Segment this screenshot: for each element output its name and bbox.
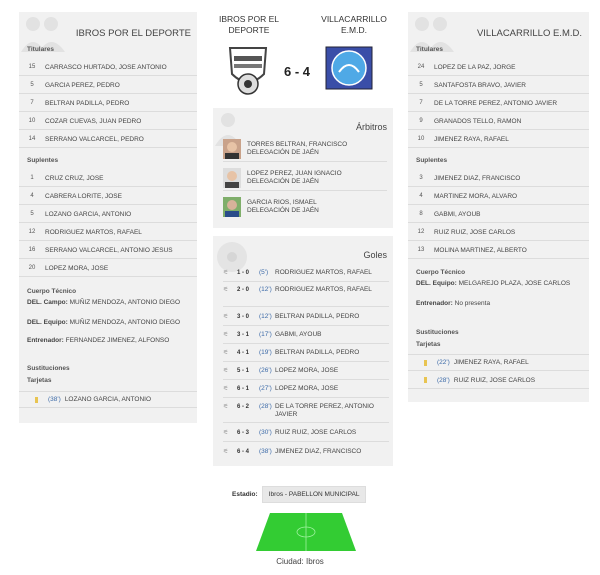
player-number: 20 [28, 265, 36, 271]
player-row[interactable] [19, 170, 197, 187]
player-name: MOLINA MARTINEZ, ALBERTO [434, 246, 527, 254]
player-number: 7 [419, 100, 423, 106]
goal-row[interactable]: ⚟ 6 - 2 (28') DE LA TORRE PEREZ, ANTONIO JAVIER [223, 399, 389, 423]
staff-equipo: DEL. Equipo: MELGAREJO PLAZA, JOSE CARLOS [416, 280, 571, 287]
player-row[interactable] [19, 242, 197, 259]
goal-icon: ⚟ [223, 368, 229, 374]
player-name: LOZANO GARCIA, ANTONIO [45, 210, 132, 218]
referee-row[interactable] [223, 136, 387, 162]
card-player: LOZANO GARCIA, ANTONIO [64, 396, 152, 403]
goal-row[interactable]: ⚟ 6 - 4 (38') JIMENEZ DIAZ, FRANCISCO [223, 448, 362, 455]
player-number: 5 [419, 82, 423, 88]
referees-panel [213, 108, 393, 228]
player-row[interactable] [19, 260, 197, 277]
player-row[interactable] [19, 188, 197, 205]
player-name: LOPEZ DE LA PAZ, JORGE [434, 63, 516, 71]
referee-photo-icon [223, 197, 241, 217]
goals-title: Goles [363, 250, 387, 260]
stadium-label: Estadio: [232, 491, 258, 498]
away-team-name: VILLACARRILLO E.M.D. [476, 28, 582, 39]
goal-row[interactable]: ⚟ 2 - 0 (12') RODRIGUEZ MARTOS, RAFAEL [223, 283, 389, 307]
football-field-icon [256, 513, 356, 551]
player-name: GARCIA PEREZ, PEDRO [45, 81, 120, 89]
goal-icon: ⚟ [223, 350, 229, 356]
player-row[interactable] [408, 95, 589, 112]
away-team-panel [408, 12, 589, 402]
starters-label: Titulares [27, 46, 54, 53]
home-team-panel [19, 12, 197, 423]
player-name: CARRASCO HURTADO, JOSE ANTONIO [45, 63, 167, 71]
goal-row[interactable]: ⚟ 5 - 1 (26') LOPEZ MORA, JOSE [223, 363, 389, 380]
player-number: 4 [30, 193, 34, 199]
player-number: 10 [28, 118, 36, 124]
referee-photo-icon [223, 139, 241, 159]
goal-icon: ⚟ [223, 287, 229, 293]
goal-row[interactable]: ⚟ 1 - 0 (5') RODRIGUEZ MARTOS, RAFAEL [223, 266, 389, 282]
stadium-info [232, 486, 366, 503]
player-name: BELTRAN PADILLA, PEDRO [45, 99, 130, 107]
referee-delegation: DELEGACIÓN DE JAÉN [247, 177, 319, 185]
yellow-card-icon [424, 360, 427, 366]
referee-delegation: DELEGACIÓN DE JAÉN [247, 207, 319, 214]
player-row[interactable] [408, 188, 589, 205]
away-header-name[interactable]: VILLACARRILLO E.M.D. [321, 14, 387, 35]
goal-icon: ⚟ [223, 386, 229, 392]
player-row[interactable] [408, 224, 589, 241]
player-name: RUIZ RUIZ, JOSE CARLOS [434, 228, 516, 236]
home-header-name[interactable]: IBROS POR EL DEPORTE [219, 14, 279, 35]
player-name: SERRANO VALCARCEL, PEDRO [45, 135, 144, 143]
card-minute: (22') [437, 359, 450, 366]
cards-label: Tarjetas [416, 341, 441, 348]
player-row[interactable] [19, 59, 197, 76]
home-logo-icon[interactable] [224, 40, 272, 96]
card-row [408, 354, 589, 371]
yellow-card-icon [35, 397, 38, 403]
referee-delegation: DELEGACIÓN DE JAÉN [247, 148, 319, 156]
city-label: Ciudad: Ibros [276, 557, 324, 566]
player-number: 14 [28, 136, 36, 142]
yellow-card-icon [424, 377, 427, 383]
goals-panel [213, 236, 393, 466]
player-number: 24 [417, 64, 425, 70]
substitutions-label: Sustituciones [416, 329, 459, 336]
staff-label: Cuerpo Técnico [27, 288, 77, 295]
subs-label: Suplentes [27, 157, 59, 164]
player-row[interactable] [408, 170, 589, 187]
player-name: LOPEZ MORA, JOSE [45, 264, 109, 272]
player-name: DE LA TORRE PEREZ, ANTONIO JAVIER [434, 99, 558, 107]
substitutions-label: Sustituciones [27, 365, 70, 372]
player-number: 5 [30, 211, 34, 217]
player-name: RODRIGUEZ MARTOS, RAFAEL [45, 228, 142, 236]
player-row[interactable] [408, 113, 589, 130]
player-number: 12 [28, 229, 36, 235]
player-row[interactable] [19, 131, 197, 148]
goal-icon: ⚟ [223, 314, 229, 320]
player-number: 1 [30, 175, 34, 181]
referee-name: TORRES BELTRAN, FRANCISCO [247, 140, 348, 148]
player-name: CABRERA LORITE, JOSE [45, 192, 122, 200]
referees-title: Árbitros [355, 122, 387, 132]
card-row [19, 391, 197, 408]
player-number: 5 [30, 82, 34, 88]
goal-row[interactable]: ⚟ 6 - 1 (27') LOPEZ MORA, JOSE [223, 381, 389, 398]
player-name: JIMENEZ DIAZ, FRANCISCO [434, 174, 521, 182]
staff-equipo: DEL. Equipo: MUÑIZ MENDOZA, ANTONIO DIEGO [27, 319, 181, 326]
player-number: 3 [419, 175, 423, 181]
staff-label: Cuerpo Técnico [416, 269, 466, 276]
player-row[interactable] [19, 113, 197, 130]
player-row[interactable] [19, 77, 197, 94]
player-number: 12 [417, 229, 425, 235]
player-number: 9 [419, 118, 423, 124]
goal-icon: ⚟ [223, 404, 229, 410]
stadium-name[interactable]: Ibros - PABELLON MUNICIPAL [262, 486, 367, 503]
player-number: 4 [419, 193, 423, 199]
staff-campo: DEL. Campo: MUÑIZ MENDOZA, ANTONIO DIEGO [27, 299, 181, 306]
referee-photo-icon [223, 168, 241, 188]
card-player: JIMENEZ RAYA, RAFAEL [453, 359, 529, 366]
away-logo-icon[interactable] [325, 46, 373, 90]
player-name: COZAR CUEVAS, JUAN PEDRO [45, 117, 142, 125]
player-row[interactable] [408, 131, 589, 148]
player-number: 15 [28, 64, 36, 70]
player-row[interactable] [408, 206, 589, 223]
player-name: MARTINEZ MORA, ALVARO [434, 192, 518, 200]
player-row[interactable] [408, 77, 589, 94]
goal-icon: ⚟ [223, 449, 229, 455]
starters-label: Titulares [416, 46, 443, 53]
card-player: RUIZ RUIZ, JOSE CARLOS [453, 376, 536, 384]
goal-row[interactable]: ⚟ 3 - 0 (12') BELTRAN PADILLA, PEDRO [223, 309, 389, 326]
player-name: GRANADOS TELLO, RAMON [434, 117, 522, 125]
player-name: CRUZ CRUZ, JOSE [45, 174, 104, 182]
player-row[interactable] [19, 224, 197, 241]
player-name: SERRANO VALCARCEL, ANTONIO JESUS [45, 246, 173, 254]
goal-icon: ⚟ [223, 332, 229, 338]
coach: Entrenador: No presenta [416, 300, 491, 307]
player-row[interactable] [408, 59, 589, 76]
player-row[interactable] [408, 242, 589, 259]
referee-name: GARCIA RIOS, ISMAEL [247, 199, 317, 206]
match-score: 6 - 4 [284, 64, 311, 79]
referee-name: LOPEZ PEREZ, JUAN IGNACIO [247, 169, 342, 177]
card-minute: (28') [437, 376, 450, 384]
goal-icon: ⚟ [223, 430, 229, 436]
goal-row[interactable]: ⚟ 4 - 1 (19') BELTRAN PADILLA, PEDRO [223, 345, 389, 362]
player-number: 16 [28, 247, 36, 253]
player-name: JIMENEZ RAYA, RAFAEL [434, 135, 509, 143]
player-row[interactable] [19, 95, 197, 112]
card-row [408, 372, 589, 389]
card-minute: (38') [48, 396, 61, 403]
referee-row[interactable] [223, 165, 387, 191]
coach: Entrenador: FERNANDEZ JIMENEZ, ALFONSO [27, 337, 170, 344]
player-row[interactable] [19, 206, 197, 223]
player-number: 8 [419, 211, 423, 217]
cards-label: Tarjetas [27, 377, 52, 384]
goal-icon: ⚟ [223, 270, 229, 276]
subs-label: Suplentes [416, 157, 448, 164]
player-number: 10 [417, 136, 425, 142]
goal-row[interactable]: ⚟ 3 - 1 (17') GABMI, AYOUB [223, 327, 389, 344]
player-number: 7 [30, 100, 34, 106]
player-name: SANTAFOSTA BRAVO, JAVIER [434, 81, 526, 89]
referee-row[interactable] [223, 194, 387, 220]
goal-row[interactable]: ⚟ 6 - 3 (30') RUIZ RUIZ, JOSE CARLOS [223, 424, 389, 442]
player-name: GABMI, AYOUB [434, 210, 481, 218]
player-number: 13 [417, 247, 425, 253]
home-team-name: IBROS POR EL DEPORTE [75, 28, 191, 39]
